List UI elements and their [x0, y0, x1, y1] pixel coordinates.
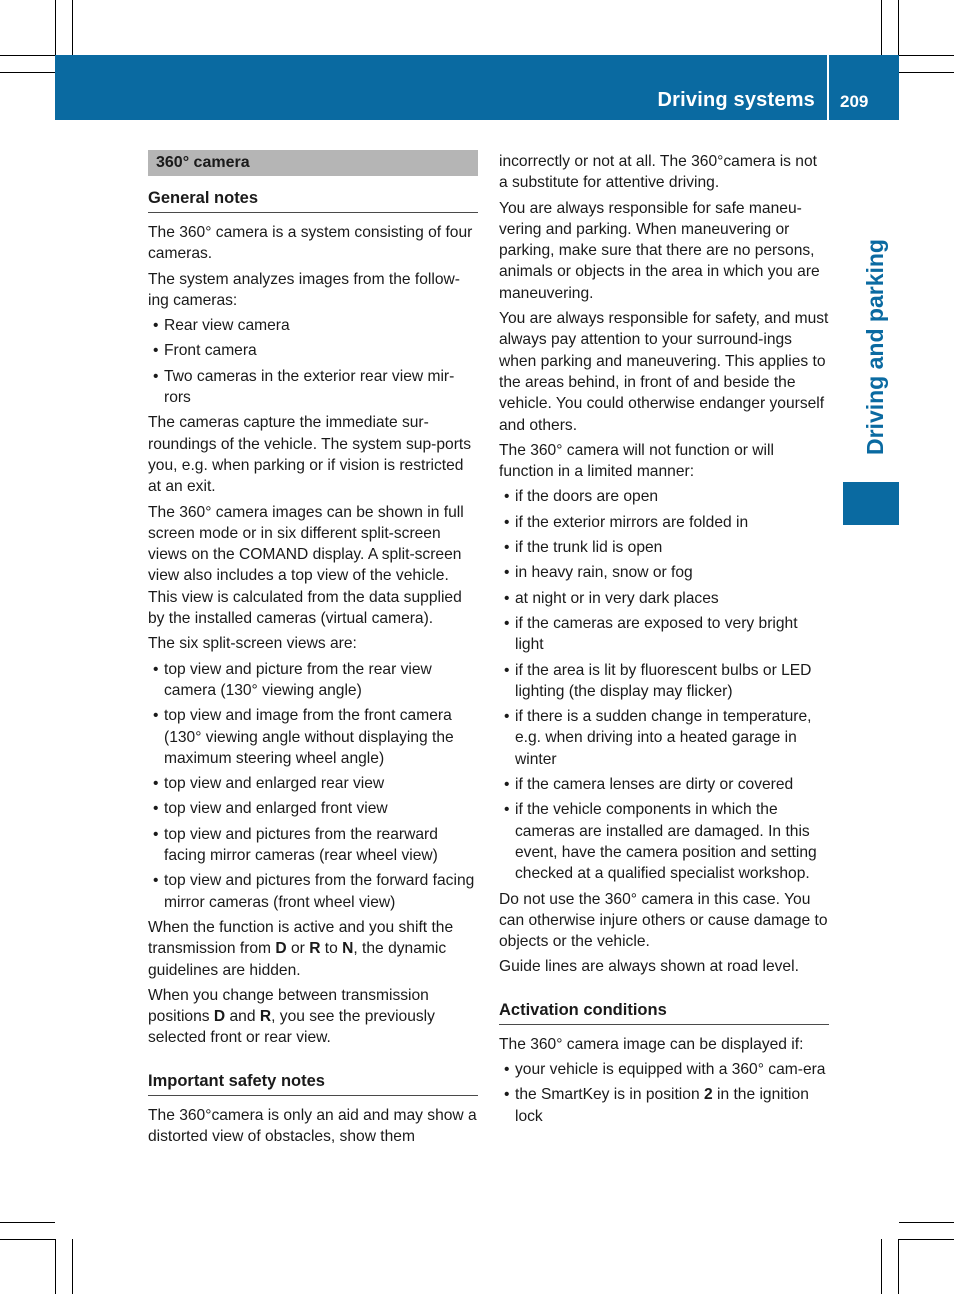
paragraph: The six split-screen views are: [148, 635, 357, 653]
paragraph: When the function is active and you shift the transmission from D or R to N, the dynamic guidelines are hidden. [148, 918, 454, 979]
paragraph: The 360° camera is a system consisting of four cameras. [148, 224, 473, 263]
paragraph: Guide lines are always shown at road level. [499, 958, 799, 976]
crop-mark [0, 55, 55, 56]
paragraph: The 360° camera images can be shown in full screen mode or in six different split-screen views on the COMAND display. A split-screen view also includes a top view of the vehicle. This view is calculated from the data supplied by the installed cameras (virtual camera). [148, 503, 464, 628]
page-header [55, 55, 899, 120]
paragraph: The system analyzes images from the follow-ing cameras: [148, 270, 460, 309]
crop-mark [55, 1239, 56, 1294]
crop-mark [0, 1239, 55, 1240]
crop-mark [899, 72, 954, 73]
list-item: • the SmartKey is in position 2 in the ignition lock [499, 1084, 829, 1127]
split-view-list [148, 659, 478, 913]
crop-mark [881, 1239, 882, 1294]
list-item: • if the doors are open [499, 486, 829, 507]
header-divider [827, 55, 829, 120]
crop-mark [72, 1239, 73, 1294]
list-item: • top view and pictures from the forward facing mirror cameras (front wheel view) [148, 870, 478, 913]
safety-notes-heading: Important safety notes [148, 1071, 478, 1096]
conditions-list [499, 1059, 829, 1127]
camera-list [148, 315, 478, 408]
crop-mark [899, 1222, 954, 1223]
crop-mark [899, 1239, 954, 1240]
general-notes-heading: General notes [148, 188, 478, 213]
paragraph: You are always responsible for safe maneu-vering and parking. When maneuvering or parking, make sure that there are no persons, animals or objects in the area in which you are maneuvering. [499, 199, 820, 302]
paragraph: The 360° camera image can be displayed if: [499, 1035, 804, 1053]
crop-mark [55, 0, 56, 55]
list-item: • at night or in very dark places [499, 588, 829, 609]
paragraph: When you change between transmission positions D and R, you see the previously selected front or rear view. [148, 986, 435, 1047]
paragraph: The 360° camera will not function or will function in a limited manner: [499, 441, 774, 481]
list-item: • in heavy rain, snow or fog [499, 562, 829, 583]
crop-mark [898, 0, 899, 55]
list-item: • if there is a sudden change in temperature, e.g. when driving into a heated garage in winter [499, 706, 829, 770]
paragraph: Do not use the 360° camera in this case. You can otherwise injure others or cause damage to objects or the vehicle. [499, 890, 828, 951]
crop-mark [0, 1222, 55, 1223]
list-item: • if the vehicle components in which the cameras are installed are damaged. In this event, have the camera position and setting checked at a qualified specialist workshop. [499, 799, 829, 884]
crop-mark [898, 1239, 899, 1294]
chapter-title: Driving systems [657, 89, 815, 111]
list-item: • Two cameras in the exterior rear view mir-rors [148, 366, 478, 409]
right-column [499, 151, 829, 1131]
paragraph: The cameras capture the immediate sur-roundings of the vehicle. The system sup-ports you, e.g. when parking or if vision is restricted at an exit. [148, 414, 472, 496]
left-column [148, 150, 478, 1151]
crop-mark [0, 72, 55, 73]
limitations-list [499, 486, 829, 884]
paragraph: You are always responsible for safety, and must always pay attention to your surround-ings when parking and maneuvering. This applies to the areas behind, in front of and beside the vehicle. You could otherwise endanger yourself and others. [499, 310, 829, 434]
list-item: • top view and enlarged front view [148, 798, 478, 819]
list-item: • if the trunk lid is open [499, 537, 829, 558]
crop-mark [899, 55, 954, 56]
list-item: • your vehicle is equipped with a 360° cam-era [499, 1059, 829, 1080]
list-item: • Rear view camera [148, 315, 478, 336]
list-item: • top view and image from the front camera (130° viewing angle without displaying the maximum steering wheel angle) [148, 705, 478, 769]
side-tab-label: Driving and parking [862, 239, 888, 455]
activation-heading: Activation conditions [499, 1000, 829, 1025]
list-item: • top view and picture from the rear view camera (130° viewing angle) [148, 659, 478, 702]
section-title: 360° camera [148, 150, 478, 176]
page-number: 209 [840, 92, 869, 111]
list-item: • if the area is lit by fluorescent bulbs or LED lighting (the display may flicker) [499, 660, 829, 703]
paragraph: incorrectly or not at all. The 360°camera is not a substitute for attentive driving. [499, 153, 817, 192]
list-item: • top view and pictures from the rearward facing mirror cameras (rear wheel view) [148, 824, 478, 867]
list-item: • Front camera [148, 340, 478, 361]
list-item: • if the camera lenses are dirty or covered [499, 774, 829, 795]
list-item: • top view and enlarged rear view [148, 773, 478, 794]
list-item: • if the cameras are exposed to very bright light [499, 613, 829, 656]
crop-mark [881, 0, 882, 55]
list-item: • if the exterior mirrors are folded in [499, 512, 829, 533]
side-tab-marker [843, 482, 899, 525]
crop-mark [72, 0, 73, 55]
paragraph: The 360°camera is only an aid and may show a distorted view of obstacles, show them [148, 1106, 477, 1145]
